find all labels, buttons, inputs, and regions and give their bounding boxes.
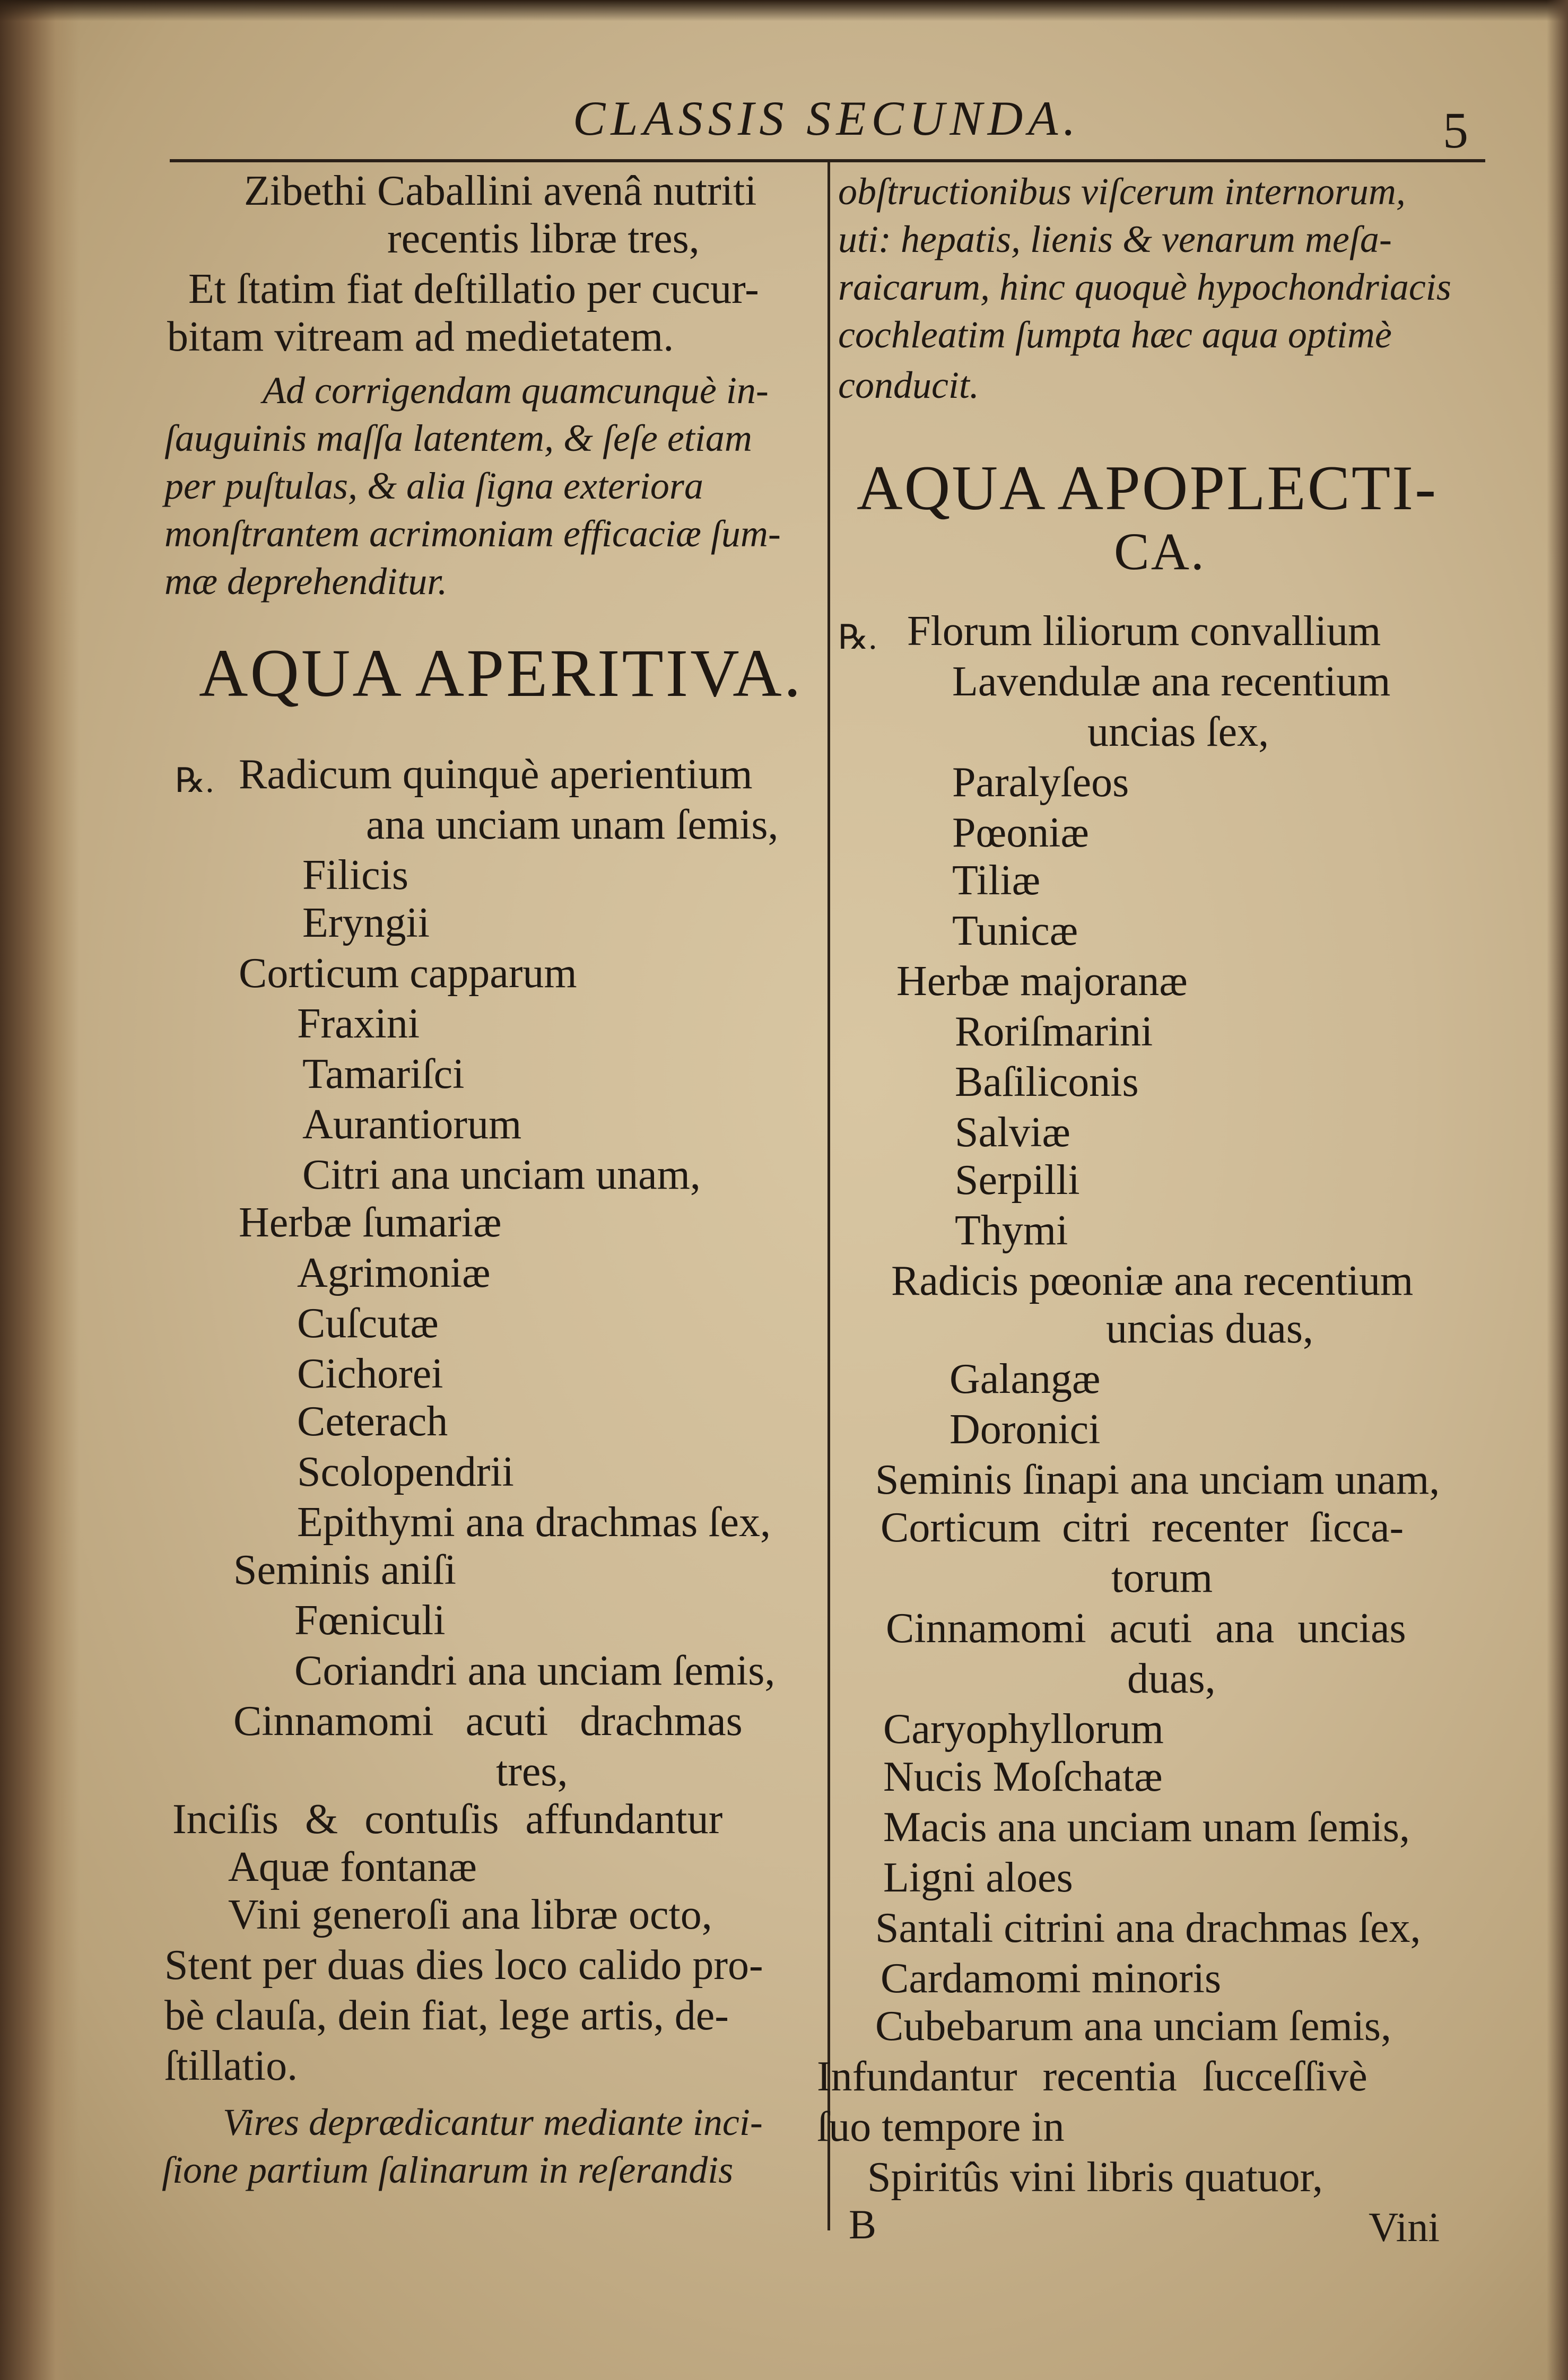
running-header-title: CLASSIS SECUNDA. [573,91,1081,145]
right-italic-line: uti: hepatis, lienis & venarum meſa- [838,218,1392,260]
recipe-line: uncias duas, [1106,1305,1314,1352]
left-italic-line: per puſtulas, & alia ſigna exteriora [164,465,703,507]
recipe-line: Serpilli [955,1157,1080,1204]
recipe-line: Fœniculi [294,1597,446,1644]
left-intro-line: recentis libræ tres, [387,215,700,262]
page-number: 5 [1443,102,1468,159]
recipe-line: Seminis aniſi [233,1547,456,1593]
recipe-line: Epithymi ana drachmas ſex, [297,1499,771,1546]
recipe-line: Aurantiorum [302,1101,522,1148]
page-right-edge [1547,0,1568,2380]
recipe-line: Citri ana unciam unam, [302,1152,701,1198]
recipe-symbol: ℞. [838,618,877,656]
recipe-line: Cubebarum ana unciam ſemis, [875,2003,1392,2050]
recipe-line: Baſiliconis [955,1059,1139,1105]
recipe-line: Paralyſeos [952,759,1129,806]
recipe-line: Tunicæ [952,908,1078,954]
recipe-line: Inciſis & contuſis affundantur [172,1796,723,1843]
recipe-line: Stent per duas dies loco calido pro- [164,1942,763,1989]
left-closing-italic: Vires deprædicantur mediante inci- [223,2101,763,2143]
recipe-line: Ligni aloes [883,1854,1073,1901]
recipe-line: uncias ſex, [1087,709,1269,755]
recipe-line: Aquæ fontanæ [228,1844,477,1890]
recipe-line: bè clauſa, dein fiat, lege artis, de- [164,1992,729,2039]
catchword: Vini [1369,2204,1440,2250]
recipe-line: Ceterach [297,1398,448,1445]
recipe-line: Nucis Moſchatæ [883,1754,1163,1800]
recipe-line: ana unciam unam ſemis, [366,801,779,848]
recipe-line: Florum liliorum convallium [907,608,1381,655]
section-heading-aqua-apoplectica: AQUA APOPLECTI- [857,452,1438,523]
recipe-line: Doronici [949,1406,1101,1453]
right-italic-line: obſtructionibus viſcerum internorum, [838,170,1406,213]
recipe-line: Tiliæ [952,857,1041,904]
recipe-line: tres, [496,1748,568,1795]
page-top-edge [0,0,1568,21]
recipe-line: Radicis pœoniæ ana recentium [891,1258,1414,1304]
left-closing-italic: ſione partium ſalinarum in reſerandis [162,2149,734,2191]
column-divider [827,162,830,2230]
section-heading-aqua-apoplectica-cont: CA. [1114,522,1206,581]
recipe-line: Corticum citri recenter ſicca- [881,1504,1404,1551]
left-italic-line: Ad corrigendam quamcunquè in- [263,369,769,412]
recipe-line: torum [1111,1555,1213,1601]
recipe-line: Galangæ [949,1356,1101,1402]
recipe-line: Cardamomi minoris [881,1955,1222,2002]
recipe-line: Spiritûs vini libris quatuor, [867,2154,1323,2201]
left-intro-line: Zibethi Caballini avenâ nutriti [244,168,757,214]
book-gutter-shadow [0,0,80,2380]
recipe-line: ſtillatio. [164,2043,298,2089]
recipe-line: Scolopendrii [297,1449,514,1495]
recipe-line: Cichorei [297,1350,443,1397]
recipe-line: Corticum capparum [239,950,577,997]
recipe-line: Lavendulæ ana recentium [952,658,1391,705]
recipe-line: Cinnamomi acuti drachmas [233,1698,743,1745]
recipe-line: Herbæ ſumariæ [239,1199,502,1246]
recipe-line: Roriſmarini [955,1008,1153,1055]
signature-mark: B [849,2201,877,2247]
recipe-line: Eryngii [302,900,430,946]
recipe-line: Santali citrini ana drachmas ſex, [875,1905,1421,1951]
right-italic-line: raicarum, hinc quoquè hypochondriacis [838,266,1451,308]
left-italic-line: monſtrantem acrimoniam efficaciæ ſum- [164,512,781,555]
recipe-line: duas, [1127,1655,1216,1702]
recipe-line: Agrimoniæ [297,1250,491,1296]
recipe-line: Radicum quinquè aperientium [239,751,753,798]
recipe-line: Salviæ [955,1109,1070,1156]
left-intro-line: Et ſtatim fiat deſtillatio per cucur- [188,266,759,312]
recipe-line: Caryophyllorum [883,1706,1164,1753]
recipe-line: Pœoniæ [952,809,1089,856]
recipe-line: Infundantur recentia ſucceſſivè [817,2053,1367,2100]
recipe-line: Macis ana unciam unam ſemis, [883,1804,1410,1851]
recipe-line: Fraxini [297,1000,420,1047]
left-italic-line: mæ deprehenditur. [164,560,448,603]
recipe-line: Filicis [302,852,409,899]
right-italic-line: conducit. [838,364,979,406]
recipe-line: Seminis ſinapi ana unciam unam, [875,1457,1440,1503]
recipe-symbol: ℞. [175,762,214,799]
recipe-line: ſuo tempore in [817,2104,1065,2150]
recipe-line: Tamariſci [302,1051,465,1097]
left-intro-line: bitam vitream ad medietatem. [167,313,674,360]
recipe-line: Cinnamomi acuti ana uncias [886,1605,1406,1652]
right-italic-line: cochleatim ſumpta hæc aqua optimè [838,313,1392,356]
recipe-line: Thymi [955,1207,1068,1254]
left-italic-line: ſauguinis maſſa latentem, & ſeſe etiam [164,417,752,459]
recipe-line: Vini generoſi ana libræ octo, [228,1891,712,1938]
recipe-line: Coriandri ana unciam ſemis, [294,1647,776,1694]
recipe-line: Cuſcutæ [297,1300,439,1347]
recipe-line: Herbæ majoranæ [896,958,1188,1005]
section-heading-aqua-aperitiva: AQUA APERITIVA. [199,635,803,711]
